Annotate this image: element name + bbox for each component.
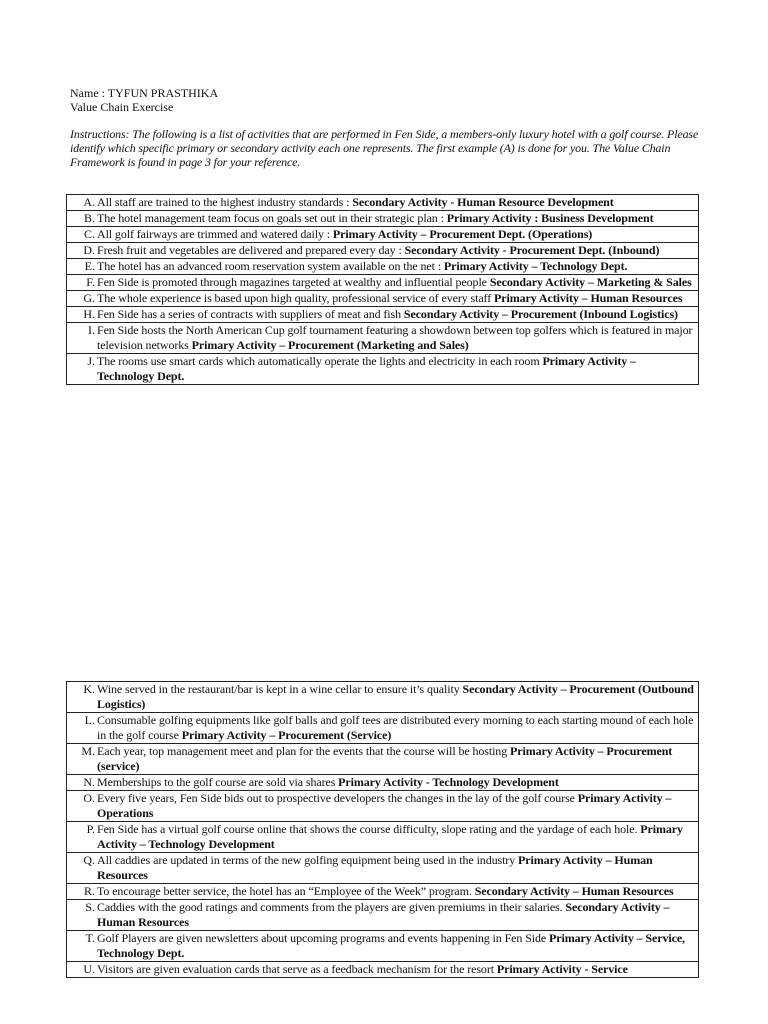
activity-description	[97, 900, 694, 930]
activity-answer: Primary Activity : Business Development	[446, 211, 654, 225]
activity-cell	[67, 323, 699, 354]
activity-letter: I.	[88, 323, 95, 337]
activity-letter: S.	[85, 900, 95, 914]
table-row	[67, 291, 699, 307]
activity-text: All golf fairways are trimmed and watered daily :	[97, 227, 333, 241]
activity-text: Fresh fruit and vegetables are delivered and prepared every day :	[97, 243, 405, 257]
table-row	[67, 227, 699, 243]
activity-letter: O.	[83, 791, 95, 805]
activity-description	[97, 307, 694, 322]
activity-description	[97, 275, 694, 290]
activity-cell	[67, 307, 699, 323]
activity-text: Visitors are given evaluation cards that serve as a feedback mechanism for the resort	[97, 962, 497, 976]
activity-text: Golf Players are given newsletters about upcoming programs and events happening in Fen Side	[97, 931, 550, 945]
activity-description	[97, 853, 694, 883]
activity-letter: K.	[83, 682, 95, 696]
table-row	[67, 275, 699, 291]
activity-description	[97, 931, 694, 961]
activity-description	[97, 962, 694, 977]
table-row	[67, 195, 699, 211]
activity-letter: C.	[83, 227, 95, 241]
activity-cell	[67, 713, 699, 744]
table-row	[67, 822, 699, 853]
activity-letter: B.	[83, 211, 95, 225]
activity-cell	[67, 227, 699, 243]
table-row	[67, 211, 699, 227]
table-row	[67, 884, 699, 900]
activity-cell	[67, 900, 699, 931]
table-row	[67, 931, 699, 962]
activity-text: The hotel management team focus on goals set out in their strategic plan :	[97, 211, 447, 225]
activity-cell	[67, 211, 699, 227]
activity-description	[97, 744, 694, 774]
activity-answer: Primary Activity - Technology Development	[338, 775, 559, 789]
activity-description	[97, 323, 694, 353]
table-row	[67, 900, 699, 931]
table-row	[67, 744, 699, 775]
activity-description	[97, 682, 694, 712]
activity-letter: P.	[86, 822, 95, 836]
activity-description	[97, 822, 694, 852]
activity-cell	[67, 275, 699, 291]
activity-text: Wine served in the restaurant/bar is kept in a wine cellar to ensure it’s quality	[97, 682, 463, 696]
document-subtitle: Value Chain Exercise	[70, 100, 174, 114]
table-row	[67, 354, 699, 385]
activity-answer: Secondary Activity - Human Resource Development	[352, 195, 614, 209]
activity-answer: Primary Activity – Procurement Dept. (Operations)	[332, 227, 593, 241]
activity-letter: E.	[84, 259, 95, 273]
activity-answer: Primary Activity - Service	[496, 962, 628, 976]
student-name: Name : TYFUN PRASTHIKA	[70, 86, 219, 100]
activity-letter: F.	[86, 275, 95, 289]
activity-letter: M.	[81, 744, 95, 758]
activity-cell	[67, 775, 699, 791]
activity-description	[97, 211, 694, 226]
activity-text: The hotel has an advanced room reservation system available on the net :	[97, 259, 444, 273]
activity-letter: H.	[83, 307, 95, 321]
activity-cell	[67, 291, 699, 307]
activity-answer: Secondary Activity – Marketing & Sales	[489, 275, 692, 289]
activity-description	[97, 713, 694, 743]
activity-text: All staff are trained to the highest industry standards :	[97, 195, 353, 209]
activity-text: Fen Side has a series of contracts with suppliers of meat and fish	[97, 307, 404, 321]
activity-description	[97, 243, 694, 258]
activity-text: Fen Side is promoted through magazines targeted at wealthy and influential people	[97, 275, 490, 289]
activity-text: The whole experience is based upon high quality, professional service of every staff	[97, 291, 495, 305]
activity-text: Caddies with the good ratings and comments from the players are given premiums in their salaries.	[97, 900, 566, 914]
activity-description	[97, 884, 694, 899]
activity-letter: T.	[85, 931, 95, 945]
activity-answer: Secondary Activity – Human Resources	[97, 900, 670, 929]
activity-description	[97, 791, 694, 821]
activity-description	[97, 195, 694, 210]
activity-letter: R.	[83, 884, 95, 898]
activity-cell	[67, 744, 699, 775]
activity-description	[97, 227, 694, 242]
activity-letter: G.	[83, 291, 95, 305]
activity-description	[97, 291, 694, 306]
activity-answer: Primary Activity – Technology Dept.	[443, 259, 628, 273]
activity-letter: D.	[83, 243, 95, 257]
activity-answer: Secondary Activity – Human Resources	[474, 884, 674, 898]
table-row	[67, 682, 699, 713]
activity-cell	[67, 853, 699, 884]
activity-cell	[67, 682, 699, 713]
activity-description	[97, 259, 694, 274]
activity-cell	[67, 195, 699, 211]
table-row	[67, 853, 699, 884]
activity-answer: Primary Activity – Technology Development	[97, 822, 683, 851]
activity-description	[97, 354, 694, 384]
activity-answer: Primary Activity – Procurement (Marketing and Sales)	[191, 338, 469, 352]
activity-description	[97, 775, 694, 790]
activity-text: Fen Side has a virtual golf course online that shows the course difficulty, slope rating and the yardage of each hole.	[97, 822, 641, 836]
activity-answer: Primary Activity – Operations	[97, 791, 672, 820]
activity-cell	[67, 259, 699, 275]
activity-text: Fen Side hosts the North American Cup golf tournament featuring a showdown between top golfers which is featured in major television networks	[97, 323, 693, 352]
activity-text: Consumable golfing equipments like golf balls and golf tees are distributed every morning to each starting mound of each hole in the golf course	[97, 713, 694, 742]
activity-letter: A.	[83, 195, 95, 209]
activity-cell	[67, 354, 699, 385]
table-row	[67, 962, 699, 978]
activity-text: Memberships to the golf course are sold via shares	[97, 775, 339, 789]
activity-answer: Primary Activity – Human Resources	[494, 291, 683, 305]
activity-text: To encourage better service, the hotel has an “Employee of the Week” program.	[97, 884, 475, 898]
table-row	[67, 791, 699, 822]
activity-letter: J.	[87, 354, 95, 368]
activity-letter: N.	[83, 775, 95, 789]
instructions-paragraph: Instructions: The following is a list of activities that are performed in Fen Side, a members-only luxury hotel with a golf course. Please identify which specific primary or secondary activity each one represents. The first example (A) is done for you. The Value Chain Framework is found in page 3 for your reference.	[70, 127, 699, 169]
activity-answer: Secondary Activity – Procurement (Inbound Logistics)	[403, 307, 678, 321]
activity-cell	[67, 931, 699, 962]
activity-letter: U.	[83, 962, 95, 976]
activity-answer: Secondary Activity - Procurement Dept. (Inbound)	[404, 243, 660, 257]
activity-answer: Secondary Activity – Procurement (Outbound Logistics)	[97, 682, 694, 711]
activity-cell	[67, 962, 699, 978]
activity-cell	[67, 243, 699, 259]
activities-table-1	[66, 194, 699, 385]
activity-text: Each year, top management meet and plan for the events that the course will be hosting	[97, 744, 511, 758]
table-row	[67, 307, 699, 323]
table-row	[67, 713, 699, 744]
activity-cell	[67, 791, 699, 822]
activity-answer: Primary Activity – Procurement (Service)	[181, 728, 392, 742]
activity-answer: Primary Activity – Human Resources	[97, 853, 653, 882]
activity-letter: Q.	[83, 853, 95, 867]
table-row	[67, 775, 699, 791]
activity-answer: Primary Activity – Technology Dept.	[97, 354, 636, 383]
table-row	[67, 259, 699, 275]
activities-table-2	[66, 681, 699, 978]
activity-letter: L.	[84, 713, 95, 727]
activity-answer: Primary Activity – Service, Technology Dept.	[97, 931, 685, 960]
document-header	[70, 86, 218, 114]
activity-cell	[67, 822, 699, 853]
activity-text: All caddies are updated in terms of the new golfing equipment being used in the industry	[97, 853, 518, 867]
table-row	[67, 323, 699, 354]
activity-cell	[67, 884, 699, 900]
activity-answer: Primary Activity – Procurement (service)	[97, 744, 673, 773]
activity-text: Every five years, Fen Side bids out to prospective developers the changes in the lay of the golf course	[97, 791, 578, 805]
table-row	[67, 243, 699, 259]
activity-text: The rooms use smart cards which automatically operate the lights and electricity in each room	[97, 354, 543, 368]
